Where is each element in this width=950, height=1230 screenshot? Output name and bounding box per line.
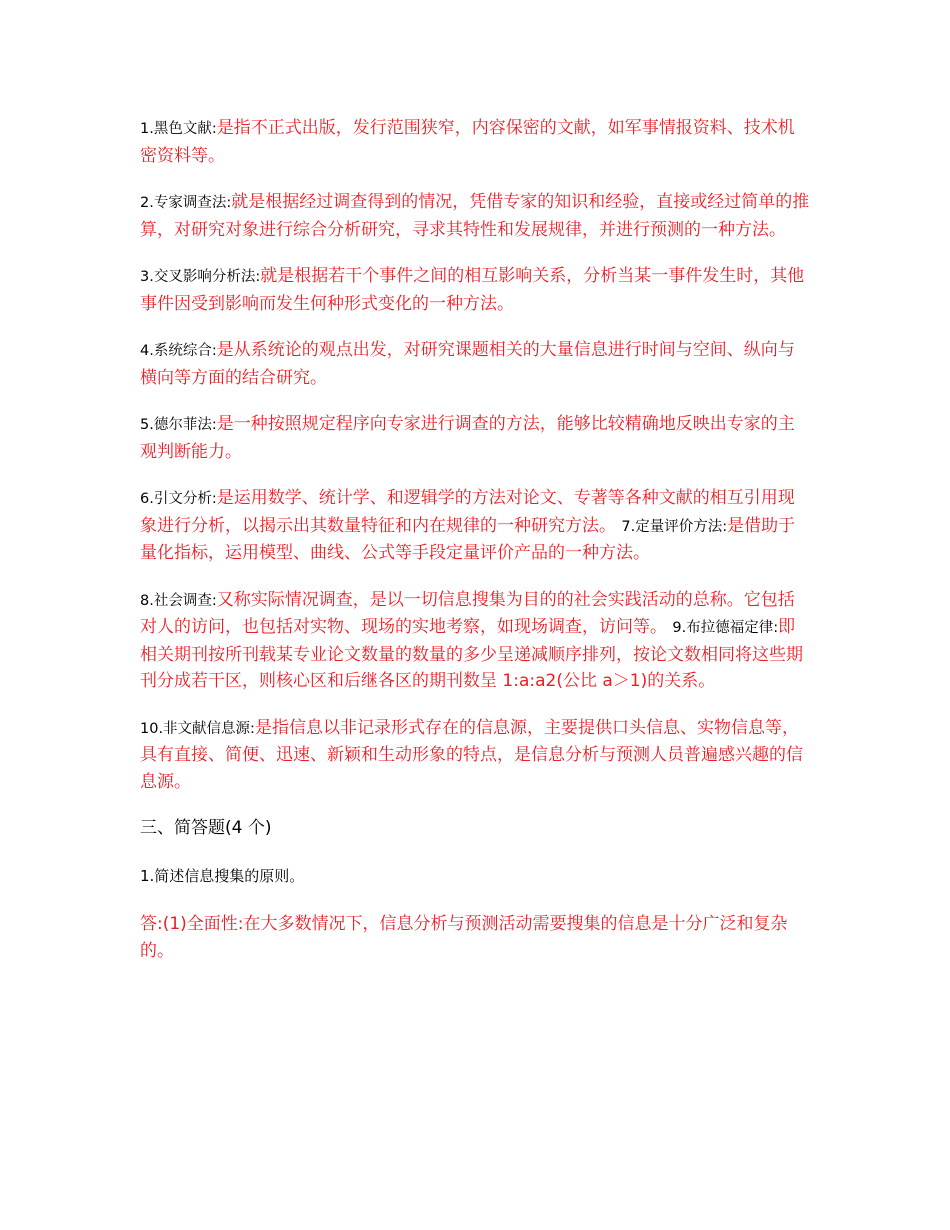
term-label: 8.社会调查: <box>140 592 217 609</box>
term-label: 4.系统综合: <box>140 343 217 359</box>
definition-text: 是指信息以非记录形式存在的信息源，主要提供口头信息、实物信息等，具有直接、简便、迅速、新颖和生动形象的特点，是信息分析与预测人员普遍感兴趣的信息源。 <box>140 717 803 792</box>
term-label: 2.专家调查法: <box>140 195 232 211</box>
definition-entry <box>140 189 810 243</box>
definition-text: 是从系统论的观点出发，对研究课题相关的大量信息进行时间与空间、纵向与横向等方面的结合研究。 <box>140 340 795 388</box>
term-label: 5.德尔菲法: <box>140 417 217 433</box>
definition-entry <box>140 715 810 796</box>
term-label: 9.布拉德福定律: <box>672 620 779 636</box>
definition-text: 是一种按照规定程序向专家进行调查的方法，能够比较精确地反映出专家的主观判断能力。 <box>140 414 795 462</box>
definition-entry <box>140 263 810 317</box>
term-label: 6.引文分析: <box>140 491 217 507</box>
definition-text: 是运用数学、统计学、和逻辑学的方法对论文、专著等各种文献的相互引用现象进行分析，以揭示出其数量特征和内在规律的一种研究方法。 <box>140 488 795 536</box>
section-heading: 三、简答题(4 个) <box>140 818 272 838</box>
term-label: 3.交叉影响分析法: <box>140 269 261 285</box>
definition-entry <box>140 587 810 695</box>
definition-entry <box>140 115 810 169</box>
term-label: 7.定量评价方法: <box>621 518 728 535</box>
answer-text: 答:(1)全面性:在大多数情况下，信息分析与预测活动需要搜集的信息是十分广泛和复杂的。 <box>140 914 788 961</box>
definition-entry <box>140 411 810 465</box>
question-text: 1.简述信息搜集的原则。 <box>140 867 305 885</box>
definition-text: 是借助于量化指标，运用模型、曲线、公式等手段定量评价产品的一种方法。 <box>140 515 796 563</box>
definition-text: 是指不正式出版，发行范围狭窄，内容保密的文献，如军事情报资料、技术机密资料等。 <box>140 118 795 166</box>
definition-text: 就是根据若干个事件之间的相互影响关系，分析当某一事件发生时，其他事件因受到影响而发生何种形式变化的一种方法。 <box>140 266 805 314</box>
term-label: 10.非文献信息源: <box>140 720 255 737</box>
definition-text: 就是根据经过调查得到的情况，凭借专家的知识和经验，直接或经过简单的推算，对研究对象进行综合分析研究，寻求其特性和发展规律，并进行预测的一种方法。 <box>140 192 810 240</box>
definition-entry <box>140 337 810 391</box>
definition-text: 又称实际情况调查，是以一切信息搜集为目的的社会实践活动的总称。它包括对人的访问，也包括对实物、现场的实地考察，如现场调查，访问等。 <box>140 589 795 637</box>
definition-list <box>140 115 810 795</box>
definition-text: 即相关期刊按所刊载某专业论文数量的数量的多少呈递减顺序排列，按论文数相同将这些期刊分成若干区，则核心区和后继各区的期刊数呈 1:a:a2(公比 a＞1)的关系。 <box>140 617 803 691</box>
definition-entry <box>140 485 810 567</box>
document-page <box>140 115 810 965</box>
term-label: 1.黑色文献: <box>140 121 217 137</box>
